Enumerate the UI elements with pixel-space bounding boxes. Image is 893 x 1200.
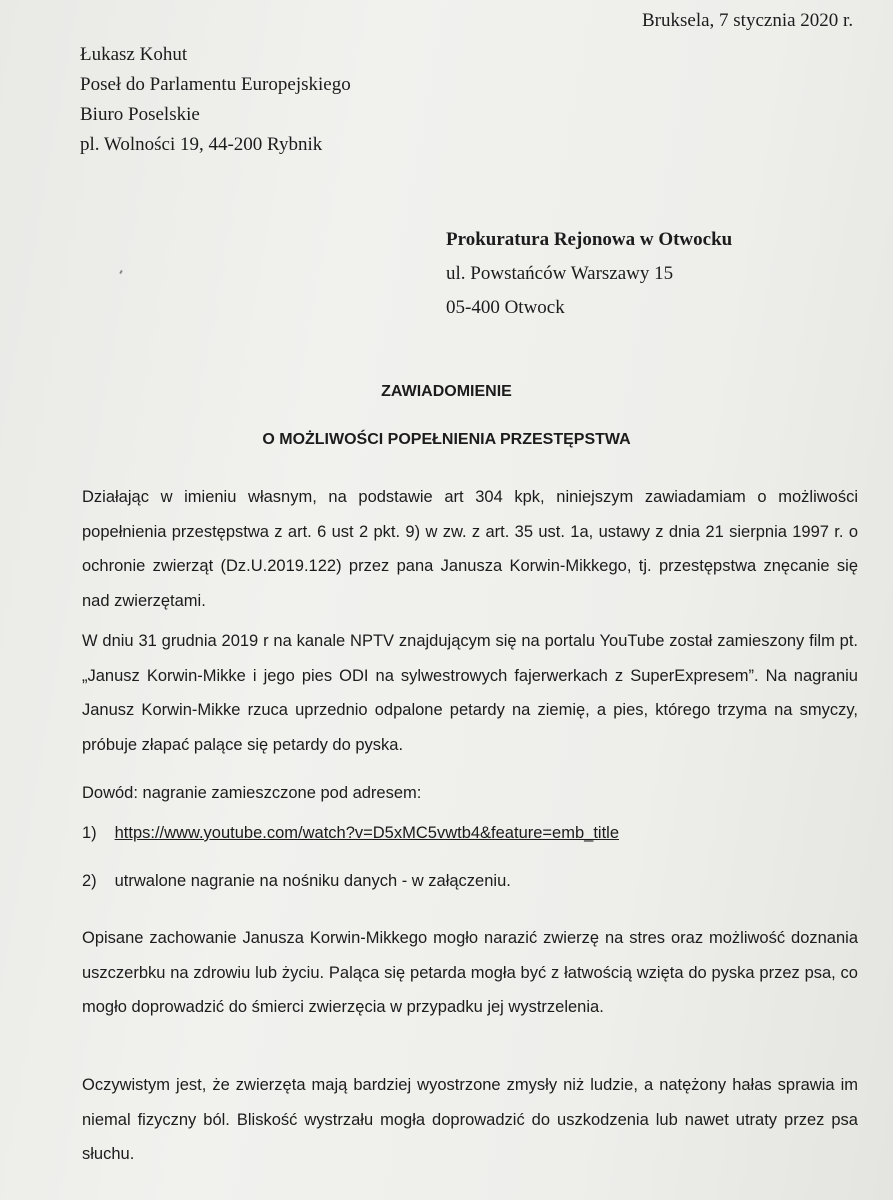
sender-block <box>80 40 351 160</box>
sender-name: Łukasz Kohut <box>80 44 188 65</box>
letter-date: Bruksela, 7 stycznia 2020 r. <box>642 10 854 31</box>
evidence-item-2-number: 2) <box>82 872 97 890</box>
document-title: ZAWIADOMIENIE <box>381 383 512 400</box>
evidence-item-2 <box>82 872 511 891</box>
sender-office: Biuro Poselskie <box>80 104 200 125</box>
recipient-street: ul. Powstańców Warszawy 15 <box>446 263 674 284</box>
paragraph-incident: W dniu 31 grudnia 2019 r na kanale NPTV znajdującym się na portalu YouTube został zamieszony film pt. „Janusz Korwin-Mikke i jego pies ODI na sylwestrowych fajerwerkach z SuperExpresem”. Na nagraniu Janusz Korwin-Mikke rzuca uprzednio odpalone petardy na ziemię, a pies, którego trzyma na smyczy, próbuje złapać palące się petardy do pyska. <box>82 632 858 754</box>
paragraph-notification: Działając w imieniu własnym, na podstawie art 304 kpk, niniejszym zawiadamiam o możliwości popełnienia przestępstwa z art. 6 ust 2 pkt. 9) w zw. z art. 35 ust. 1a, ustawy z dnia 21 sierpnia 1997 r. o ochronie zwierząt (Dz.U.2019.122) przez pana Janusza Korwin-Mikkego, tj. przestępstwa znęcanie się nad zwierzętami. <box>82 488 858 610</box>
paper-speck <box>119 270 123 274</box>
recipient-block <box>446 223 732 325</box>
evidence-link[interactable]: https://www.youtube.com/watch?v=D5xMC5vwtb4&feature=emb_title <box>114 824 620 842</box>
evidence-item-1-number: 1) <box>82 824 97 842</box>
evidence-item-1 <box>82 824 619 843</box>
paragraph-evidence: Dowód: nagranie zamieszczone pod adresem: <box>82 784 422 802</box>
evidence-item-2-text: utrwalone nagranie na nośniku danych - w załączeniu. <box>114 872 511 890</box>
recipient-city: 05-400 Otwock <box>446 297 565 318</box>
paragraph-hearing: Oczywistym jest, że zwierzęta mają bardziej wyostrzone zmysły niż ludzie, a natężony hałas sprawia im niemal fizyczny ból. Bliskość wystrzału mogła doprowadzić do uszkodzenia lub nawet utraty przez psa słuchu. <box>82 1076 858 1163</box>
sender-title: Poseł do Parlamentu Europejskiego <box>80 74 351 95</box>
paragraph-risk: Opisane zachowanie Janusza Korwin-Mikkego mogło narazić zwierzę na stres oraz możliwość doznania uszczerbku na zdrowiu lub życiu. Paląca się petarda mogła być z łatwością wzięta do pyska przez psa, co mogło doprowadzić do śmierci zwierzęcia w przypadku jej wystrzelenia. <box>82 929 858 1016</box>
recipient-name: Prokuratura Rejonowa w Otwocku <box>446 229 733 250</box>
document-subtitle: O MOŻLIWOŚCI POPEŁNIENIA PRZESTĘPSTWA <box>262 431 631 448</box>
sender-address: pl. Wolności 19, 44-200 Rybnik <box>80 134 323 155</box>
